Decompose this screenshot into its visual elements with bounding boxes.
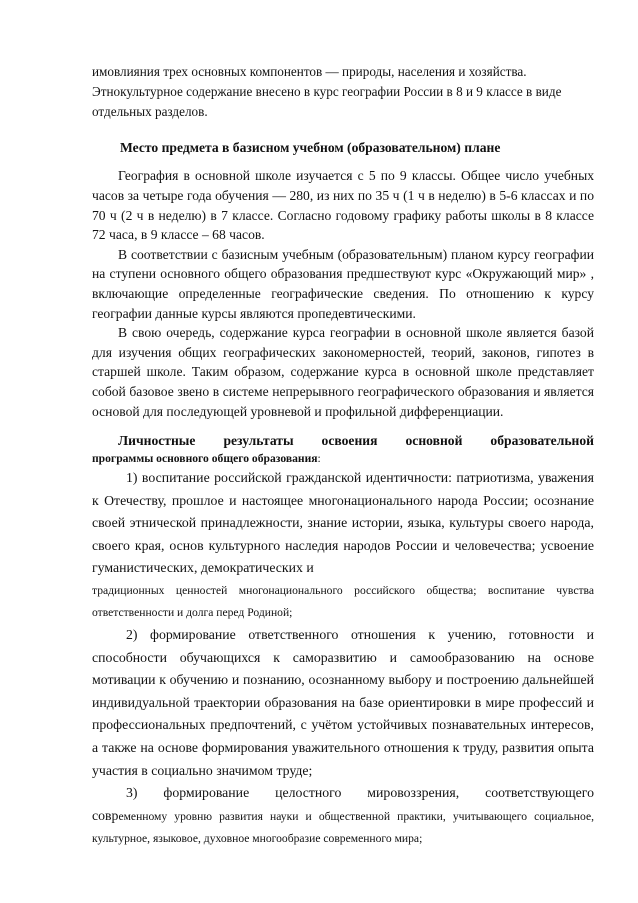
section-heading-personal-results: Личностные результаты освоения основной образовательной xyxy=(118,433,594,449)
paragraph-hours: География в основной школе изучается с 5 по 9 классы. Общее число учебных часов за четыре года обучения — 280, из них по 35 ч (1 ч в неделю) в 5-6 классах и по 70 ч (2 ч в неделю) в 7 классе. Согласно годовому графику работы школы в 8 классе 72 часа, в 9 классе – 68 часов. xyxy=(92,168,594,243)
heading-colon: : xyxy=(317,452,321,466)
intro-paragraph: имовлияния трех основных компонентов — природы, населения и хозяйства. Этнокультурное содержание внесено в курс географии России в 8 и 9 классе в виде отдельных разделов. xyxy=(92,64,562,119)
heading-cont-text: программы основного общего образования xyxy=(92,452,318,466)
list-item-1: 1) воспитание российской гражданской идентичности: патриотизма, уважения к Отечеству, прошлое и настоящее многонационального народа России; осознание своей этнической принадлежности, знание истории, языка, культуры своего народа, своего края, основ культурного наследия народов России и человечества; усвоение гуманистических, демократических и xyxy=(92,470,594,576)
paragraph-preceding-courses: В соответствии с базисным учебным (образовательным) планом курсу географии на ступени основного общего образования предшествуют курс «Окружающий мир» , включающие определенные географические сведения. По отношению к курсу географии данные курсы являются пропедевтическими. xyxy=(92,246,594,321)
item3-tail-text: еменному уровню развития науки и общественной практики, учитывающего социальное, культурное, языковое, духовное многообразие современного мира; xyxy=(92,809,594,845)
section-heading-personal-results-cont xyxy=(92,450,594,467)
paragraph-course-base: В свою очередь, содержание курса географии в основной школе является базой для изучения общих географических закономерностей, теорий, законов, гипотез в старшей школе. Таким образом, содержание курса в основной школе представляет собой базовое звено в системе непрерывного географического образования и является основой для последующей уровневой и профильной дифференциации. xyxy=(92,325,594,419)
personal-results-section xyxy=(92,431,594,850)
list-item-1-tail: традиционных ценностей многонационального российского общества; воспитание чувства ответственности и долга перед Родиной; xyxy=(92,584,594,620)
section-heading-curriculum-place: Место предмета в базисном учебном (образовательном) плане xyxy=(120,140,501,156)
list-item-2: 2) формирование ответственного отношения к учению, готовности и способности обучающихся к саморазвитию и самообразованию на основе мотивации к обучению и познанию, осознанному выбору и построению дальнейшей индивидуальной траектории образования на базе ориентировки в мире профессий и профессиональных предпочтений, с учётом устойчивых познавательных интересов, а также на основе формирования уважительного отношения к труду, развития опыта участия в социально значимом труде; xyxy=(92,627,594,778)
list-item-3: 3) формирование целостного мировоззрения, соответствующего xyxy=(126,785,594,801)
item3-tail-lead: совр xyxy=(92,807,119,823)
list-item-3-tail xyxy=(92,805,594,850)
